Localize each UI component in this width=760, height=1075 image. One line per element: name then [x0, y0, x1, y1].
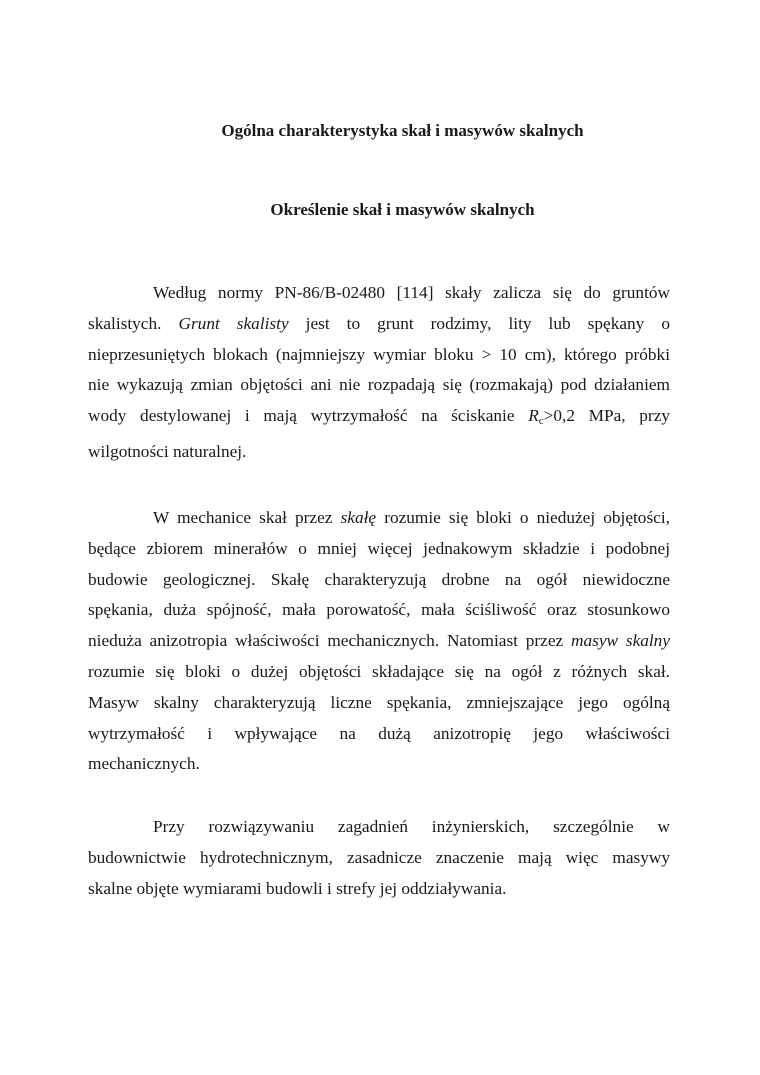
text-line: wilgotności naturalnej.: [88, 441, 247, 461]
emphasis-term: Grunt skalisty: [178, 313, 289, 333]
text-line: Według normy PN-86/B-02480 [114] skały zalicza się do gruntów: [153, 283, 670, 302]
paragraph-2: [88, 503, 670, 780]
text-line: Masyw skalny charakteryzują liczne spękania, zmniejszające jego ogólną: [88, 692, 670, 712]
section-heading: Określenie skał i masywów skalnych: [270, 200, 535, 219]
text-line: budowie geologicznej. Skałę charakteryzują drobne na ogół niewidoczne: [88, 569, 670, 589]
text-run: skalistych.: [88, 313, 162, 333]
text-run: jest to grunt rodzimy, lity lub spękany o: [305, 313, 670, 333]
document-title: Ogólna charakterystyka skał i masywów skalnych: [221, 121, 584, 140]
text-line: rozumie się bloki o dużej objętości składające się na ogół z różnych skał.: [88, 661, 670, 681]
text-line: skalne objęte wymiarami budowli i strefy jej oddziaływania.: [88, 878, 507, 898]
text-run: wody destylowanej i mają wytrzymałość na ściskanie: [88, 406, 515, 426]
paragraph-1: [88, 278, 670, 468]
emphasis-term: masyw skalny: [571, 631, 670, 651]
formula-symbol: R: [528, 406, 539, 426]
text-run: W mechanice skał przez: [153, 508, 333, 527]
text-line: będące zbiorem minerałów o mniej więcej jednakowym składzie i podobnej: [88, 538, 670, 558]
text-line: [88, 626, 670, 657]
text-line: nie wykazują zmian objętości ani nie rozpadają się (rozmakają) pod działaniem: [88, 375, 670, 395]
text-line: [88, 401, 670, 437]
paragraph-3: [88, 812, 670, 904]
text-run: >0,2 MPa, przy: [543, 406, 670, 426]
text-run: rozumie się bloki o niedużej objętości,: [384, 508, 670, 527]
text-run: niedużа anizotropia właściwości mechanicznych. Natomiast przez: [88, 631, 564, 651]
text-line: Przy rozwiązywaniu zagadnień inżynierskich, szczególnie w: [153, 817, 670, 836]
text-line: [88, 309, 670, 340]
text-line: [88, 503, 670, 534]
text-line: spękania, duża spójność, mała porowatość, mała ściśliwość oraz stosunkowo: [88, 600, 670, 620]
text-line: budownictwie hydrotechnicznym, zasadnicze znaczenie mają więc masywy: [88, 847, 670, 867]
text-line: mechanicznych.: [88, 754, 200, 774]
formula-subscript: c: [538, 415, 544, 428]
text-line: wytrzymałość i wpływające na dużą anizotropię jego właściwości: [88, 723, 670, 743]
emphasis-term: skałę: [340, 508, 377, 527]
text-line: nieprzesuniętych blokach (najmniejszy wymiar bloku > 10 cm), którego próbki: [88, 344, 670, 364]
